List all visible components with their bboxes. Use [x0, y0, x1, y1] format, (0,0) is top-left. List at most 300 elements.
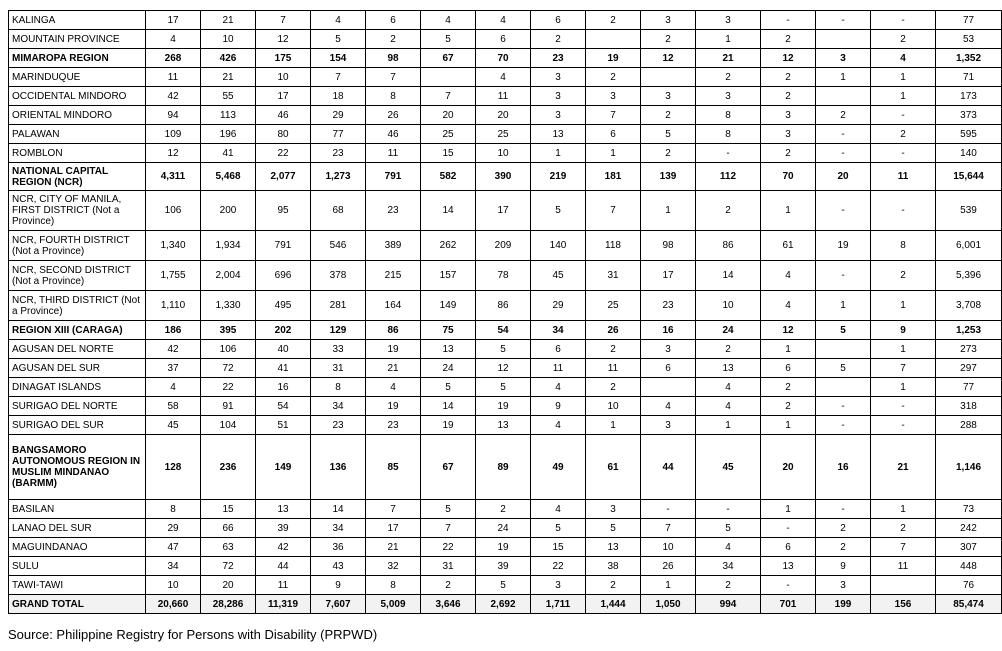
table-cell: 9 [871, 321, 936, 340]
table-cell: 45 [531, 261, 586, 291]
table-cell: 1 [871, 340, 936, 359]
table-cell: 20,660 [146, 595, 201, 614]
table-cell: 20 [476, 106, 531, 125]
table-cell: 696 [256, 261, 311, 291]
province-row [9, 87, 1002, 106]
province-row [9, 231, 1002, 261]
table-cell: 109 [146, 125, 201, 144]
table-cell: 262 [421, 231, 476, 261]
table-cell: 6 [586, 125, 641, 144]
province-row [9, 30, 1002, 49]
row-label: MOUNTAIN PROVINCE [9, 30, 146, 49]
table-cell: - [871, 11, 936, 30]
table-cell: 98 [366, 49, 421, 68]
table-cell: - [871, 106, 936, 125]
table-cell: 2 [586, 68, 641, 87]
table-cell: 46 [366, 125, 421, 144]
row-label: NCR, CITY OF MANILA, FIRST DISTRICT (Not a Province) [9, 191, 146, 231]
table-cell: 4 [366, 378, 421, 397]
province-row [9, 576, 1002, 595]
province-row [9, 416, 1002, 435]
table-cell: 10 [146, 576, 201, 595]
table-cell: - [871, 191, 936, 231]
table-cell: 164 [366, 291, 421, 321]
table-cell: 2 [761, 397, 816, 416]
row-label: LANAO DEL SUR [9, 519, 146, 538]
table-cell: 2 [761, 144, 816, 163]
province-row [9, 191, 1002, 231]
table-cell: 281 [311, 291, 366, 321]
table-cell: 5 [476, 340, 531, 359]
table-cell: 4,311 [146, 163, 201, 191]
table-cell: 104 [201, 416, 256, 435]
table-cell: 15 [531, 538, 586, 557]
table-cell: 175 [256, 49, 311, 68]
row-total-cell: 595 [936, 125, 1002, 144]
table-cell: 8 [311, 378, 366, 397]
table-cell: 8 [871, 231, 936, 261]
table-cell: 5 [816, 359, 871, 378]
table-cell: 19 [476, 397, 531, 416]
table-cell: 3 [586, 500, 641, 519]
table-cell: 1 [871, 500, 936, 519]
table-cell [816, 378, 871, 397]
table-cell: 9 [311, 576, 366, 595]
table-cell: 39 [256, 519, 311, 538]
table-cell [586, 30, 641, 49]
table-cell: 2 [761, 30, 816, 49]
table-cell: - [816, 191, 871, 231]
table-cell: 45 [146, 416, 201, 435]
row-total-cell: 373 [936, 106, 1002, 125]
table-cell: 17 [256, 87, 311, 106]
table-cell: 7 [366, 68, 421, 87]
table-cell: 25 [476, 125, 531, 144]
table-cell: 34 [311, 519, 366, 538]
table-cell: 7 [586, 106, 641, 125]
table-cell: 11 [476, 87, 531, 106]
table-cell: 994 [696, 595, 761, 614]
table-cell: 7,607 [311, 595, 366, 614]
table-cell: 18 [311, 87, 366, 106]
table-cell: 16 [816, 435, 871, 500]
table-cell: 45 [696, 435, 761, 500]
table-cell: 5 [421, 378, 476, 397]
table-cell: 7 [641, 519, 696, 538]
table-cell: 6 [641, 359, 696, 378]
table-cell: 219 [531, 163, 586, 191]
table-cell: 11 [586, 359, 641, 378]
table-cell: 1,110 [146, 291, 201, 321]
table-cell: 12 [641, 49, 696, 68]
row-label: NATIONAL CAPITAL REGION (NCR) [9, 163, 146, 191]
table-cell: 32 [366, 557, 421, 576]
row-label: TAWI-TAWI [9, 576, 146, 595]
table-cell: 5 [586, 519, 641, 538]
province-row [9, 11, 1002, 30]
table-cell: 29 [146, 519, 201, 538]
table-cell: 4 [696, 378, 761, 397]
table-cell: 34 [531, 321, 586, 340]
table-cell: 106 [201, 340, 256, 359]
row-label: REGION XIII (CARAGA) [9, 321, 146, 340]
table-cell: 38 [586, 557, 641, 576]
table-cell: 33 [311, 340, 366, 359]
table-cell: 2 [696, 576, 761, 595]
table-cell: 4 [476, 11, 531, 30]
table-cell: 22 [531, 557, 586, 576]
table-cell: 31 [421, 557, 476, 576]
table-cell: 21 [366, 359, 421, 378]
table-cell: 21 [871, 435, 936, 500]
table-cell: 2 [366, 30, 421, 49]
row-label: DINAGAT ISLANDS [9, 378, 146, 397]
table-cell: 15 [201, 500, 256, 519]
table-cell [816, 87, 871, 106]
table-cell: 11,319 [256, 595, 311, 614]
table-cell: 34 [146, 557, 201, 576]
table-cell: 4 [531, 378, 586, 397]
table-cell: 2 [586, 576, 641, 595]
table-cell: - [871, 416, 936, 435]
table-cell: 58 [146, 397, 201, 416]
table-cell: 2 [761, 378, 816, 397]
table-cell: 4 [146, 378, 201, 397]
source-note: Source: Philippine Registry for Persons with Disability (PRPWD) [8, 627, 378, 642]
province-row [9, 519, 1002, 538]
table-cell: 156 [871, 595, 936, 614]
table-cell: - [871, 144, 936, 163]
row-label: AGUSAN DEL SUR [9, 359, 146, 378]
table-cell: 21 [201, 11, 256, 30]
table-cell: 15 [421, 144, 476, 163]
table-cell: 24 [421, 359, 476, 378]
table-cell: 10 [476, 144, 531, 163]
row-total-cell: 1,352 [936, 49, 1002, 68]
table-cell: 72 [201, 359, 256, 378]
table-cell: 2 [696, 191, 761, 231]
table-cell: 186 [146, 321, 201, 340]
table-cell: 5 [816, 321, 871, 340]
table-cell: 2 [421, 576, 476, 595]
row-label: AGUSAN DEL NORTE [9, 340, 146, 359]
table-cell: 20 [816, 163, 871, 191]
row-label: OCCIDENTAL MINDORO [9, 87, 146, 106]
table-cell: 7 [256, 11, 311, 30]
table-cell: 17 [641, 261, 696, 291]
table-cell: 14 [421, 191, 476, 231]
table-cell: 7 [586, 191, 641, 231]
table-cell: 12 [761, 49, 816, 68]
table-cell: 2 [871, 125, 936, 144]
table-cell: 11 [146, 68, 201, 87]
table-cell: 11 [366, 144, 421, 163]
table-cell: - [761, 11, 816, 30]
table-cell: 395 [201, 321, 256, 340]
table-cell: 5,009 [366, 595, 421, 614]
table-cell: - [871, 397, 936, 416]
table-cell: 215 [366, 261, 421, 291]
table-cell: 2 [816, 538, 871, 557]
table-cell: 3 [641, 416, 696, 435]
table-cell: 1 [586, 416, 641, 435]
row-total-cell: 1,253 [936, 321, 1002, 340]
row-label: MARINDUQUE [9, 68, 146, 87]
table-body [9, 11, 1002, 614]
table-cell: 23 [366, 416, 421, 435]
table-cell: 8 [366, 87, 421, 106]
table-cell: 1 [696, 416, 761, 435]
table-cell: 54 [476, 321, 531, 340]
table-cell: 46 [256, 106, 311, 125]
province-row [9, 261, 1002, 291]
table-cell: 2 [761, 68, 816, 87]
province-row [9, 378, 1002, 397]
table-cell: - [816, 125, 871, 144]
table-cell: 78 [476, 261, 531, 291]
table-cell: 98 [641, 231, 696, 261]
table-cell: - [816, 11, 871, 30]
table-cell: 12 [476, 359, 531, 378]
table-cell: 23 [366, 191, 421, 231]
table-cell [871, 576, 936, 595]
row-total-cell: 77 [936, 378, 1002, 397]
table-cell: 91 [201, 397, 256, 416]
table-cell: 2 [816, 519, 871, 538]
table-cell: 2 [641, 144, 696, 163]
table-cell: 16 [641, 321, 696, 340]
table-cell: 20 [421, 106, 476, 125]
table-cell: 22 [421, 538, 476, 557]
table-cell: 1 [696, 30, 761, 49]
table-cell: 8 [696, 125, 761, 144]
table-cell: 2 [586, 378, 641, 397]
table-cell: 1 [641, 576, 696, 595]
table-cell: 1 [871, 378, 936, 397]
table-cell: 43 [311, 557, 366, 576]
table-cell: 4 [311, 11, 366, 30]
table-cell: 44 [641, 435, 696, 500]
province-row [9, 340, 1002, 359]
table-cell: 1 [816, 291, 871, 321]
table-cell: 44 [256, 557, 311, 576]
province-row [9, 557, 1002, 576]
table-cell: 5 [476, 378, 531, 397]
table-cell: 3 [531, 106, 586, 125]
province-row [9, 291, 1002, 321]
row-label: NCR, SECOND DISTRICT (Not a Province) [9, 261, 146, 291]
table-cell: 1 [761, 500, 816, 519]
table-cell: 495 [256, 291, 311, 321]
table-cell: 42 [146, 87, 201, 106]
table-cell: 5,468 [201, 163, 256, 191]
table-cell: - [641, 500, 696, 519]
table-cell: 20 [761, 435, 816, 500]
table-cell: 196 [201, 125, 256, 144]
table-cell: 86 [476, 291, 531, 321]
table-cell: 3,646 [421, 595, 476, 614]
table-cell: 3 [761, 106, 816, 125]
table-cell: 129 [311, 321, 366, 340]
table-cell: 2,004 [201, 261, 256, 291]
table-cell: 3 [641, 87, 696, 106]
table-cell: 5 [421, 30, 476, 49]
province-row [9, 397, 1002, 416]
table-cell: 23 [311, 416, 366, 435]
row-total-cell: 85,474 [936, 595, 1002, 614]
table-cell: 2 [586, 340, 641, 359]
table-cell: 6 [366, 11, 421, 30]
disability-registry-table [8, 10, 1002, 614]
table-cell [816, 30, 871, 49]
table-cell: 6 [531, 340, 586, 359]
table-cell: 4 [641, 397, 696, 416]
table-cell: 42 [146, 340, 201, 359]
table-cell: 41 [201, 144, 256, 163]
table-cell: 24 [696, 321, 761, 340]
table-cell: 1,444 [586, 595, 641, 614]
table-cell: 47 [146, 538, 201, 557]
table-cell: 4 [696, 538, 761, 557]
row-label: ORIENTAL MINDORO [9, 106, 146, 125]
row-label: ROMBLON [9, 144, 146, 163]
table-cell: 2 [816, 106, 871, 125]
row-total-cell: 242 [936, 519, 1002, 538]
table-cell: 4 [871, 49, 936, 68]
table-cell: 14 [421, 397, 476, 416]
table-cell: 17 [476, 191, 531, 231]
table-cell: 42 [256, 538, 311, 557]
table-cell: 1,273 [311, 163, 366, 191]
table-cell: 236 [201, 435, 256, 500]
table-cell: 95 [256, 191, 311, 231]
table-cell: 23 [641, 291, 696, 321]
table-cell: 10 [586, 397, 641, 416]
table-cell: 4 [696, 397, 761, 416]
row-total-cell: 173 [936, 87, 1002, 106]
table-cell: 3 [761, 125, 816, 144]
table-cell: 37 [146, 359, 201, 378]
table-cell: 139 [641, 163, 696, 191]
table-cell: 582 [421, 163, 476, 191]
table-cell: 1 [871, 87, 936, 106]
table-cell: 2 [641, 106, 696, 125]
row-total-cell: 6,001 [936, 231, 1002, 261]
table-cell: 390 [476, 163, 531, 191]
table-cell: 791 [256, 231, 311, 261]
table-cell: 1,755 [146, 261, 201, 291]
table-cell: - [696, 500, 761, 519]
table-cell: 85 [366, 435, 421, 500]
table-cell: 1 [641, 191, 696, 231]
row-label: NCR, THIRD DISTRICT (Not a Province) [9, 291, 146, 321]
table-cell: 26 [641, 557, 696, 576]
row-total-cell: 76 [936, 576, 1002, 595]
table-cell: 149 [256, 435, 311, 500]
table-cell: 72 [201, 557, 256, 576]
table-cell: 209 [476, 231, 531, 261]
region-row [9, 49, 1002, 68]
table-cell: 3 [816, 49, 871, 68]
row-total-cell: 307 [936, 538, 1002, 557]
table-cell: 4 [761, 291, 816, 321]
table-cell: 11 [871, 163, 936, 191]
table-cell: 61 [761, 231, 816, 261]
table-cell: 12 [761, 321, 816, 340]
table-cell: 86 [696, 231, 761, 261]
table-cell: 426 [201, 49, 256, 68]
table-cell: 34 [696, 557, 761, 576]
table-cell: 67 [421, 435, 476, 500]
row-label: GRAND TOTAL [9, 595, 146, 614]
table-cell: 378 [311, 261, 366, 291]
table-cell: 701 [761, 595, 816, 614]
row-label: KALINGA [9, 11, 146, 30]
row-total-cell: 53 [936, 30, 1002, 49]
row-total-cell: 318 [936, 397, 1002, 416]
row-total-cell: 73 [936, 500, 1002, 519]
table-cell: 3 [531, 576, 586, 595]
row-label: SULU [9, 557, 146, 576]
table-cell: 791 [366, 163, 421, 191]
table-cell: 200 [201, 191, 256, 231]
table-cell: 94 [146, 106, 201, 125]
table-cell [641, 68, 696, 87]
table-cell: 13 [476, 416, 531, 435]
table-cell: 157 [421, 261, 476, 291]
table-cell: 55 [201, 87, 256, 106]
table-cell: 136 [311, 435, 366, 500]
table-cell: 4 [531, 416, 586, 435]
table-cell: 16 [256, 378, 311, 397]
table-cell: 128 [146, 435, 201, 500]
table-cell: 1 [871, 68, 936, 87]
table-cell: 5 [476, 576, 531, 595]
table-cell: 7 [871, 538, 936, 557]
table-cell [816, 340, 871, 359]
table-cell: 66 [201, 519, 256, 538]
table-cell: 24 [476, 519, 531, 538]
table-cell: 118 [586, 231, 641, 261]
table-cell: 19 [421, 416, 476, 435]
table-cell: 389 [366, 231, 421, 261]
table-cell: 3 [531, 87, 586, 106]
table-cell: 140 [531, 231, 586, 261]
table-cell: 29 [531, 291, 586, 321]
table-cell: 22 [256, 144, 311, 163]
table-cell: 9 [816, 557, 871, 576]
row-total-cell: 71 [936, 68, 1002, 87]
table-cell: 25 [586, 291, 641, 321]
table-cell: 1,711 [531, 595, 586, 614]
table-cell: - [816, 144, 871, 163]
table-cell: 13 [531, 125, 586, 144]
table-cell: 2 [476, 500, 531, 519]
table-cell [421, 68, 476, 87]
table-cell: 3 [586, 87, 641, 106]
table-cell: 41 [256, 359, 311, 378]
province-row [9, 500, 1002, 519]
table-cell: 19 [476, 538, 531, 557]
table-cell: 7 [366, 500, 421, 519]
table-cell: 202 [256, 321, 311, 340]
table-cell: - [761, 519, 816, 538]
table-cell: 6 [761, 359, 816, 378]
table-cell: 17 [146, 11, 201, 30]
table-cell: 11 [531, 359, 586, 378]
table-cell: 2 [531, 30, 586, 49]
table-cell: 11 [256, 576, 311, 595]
